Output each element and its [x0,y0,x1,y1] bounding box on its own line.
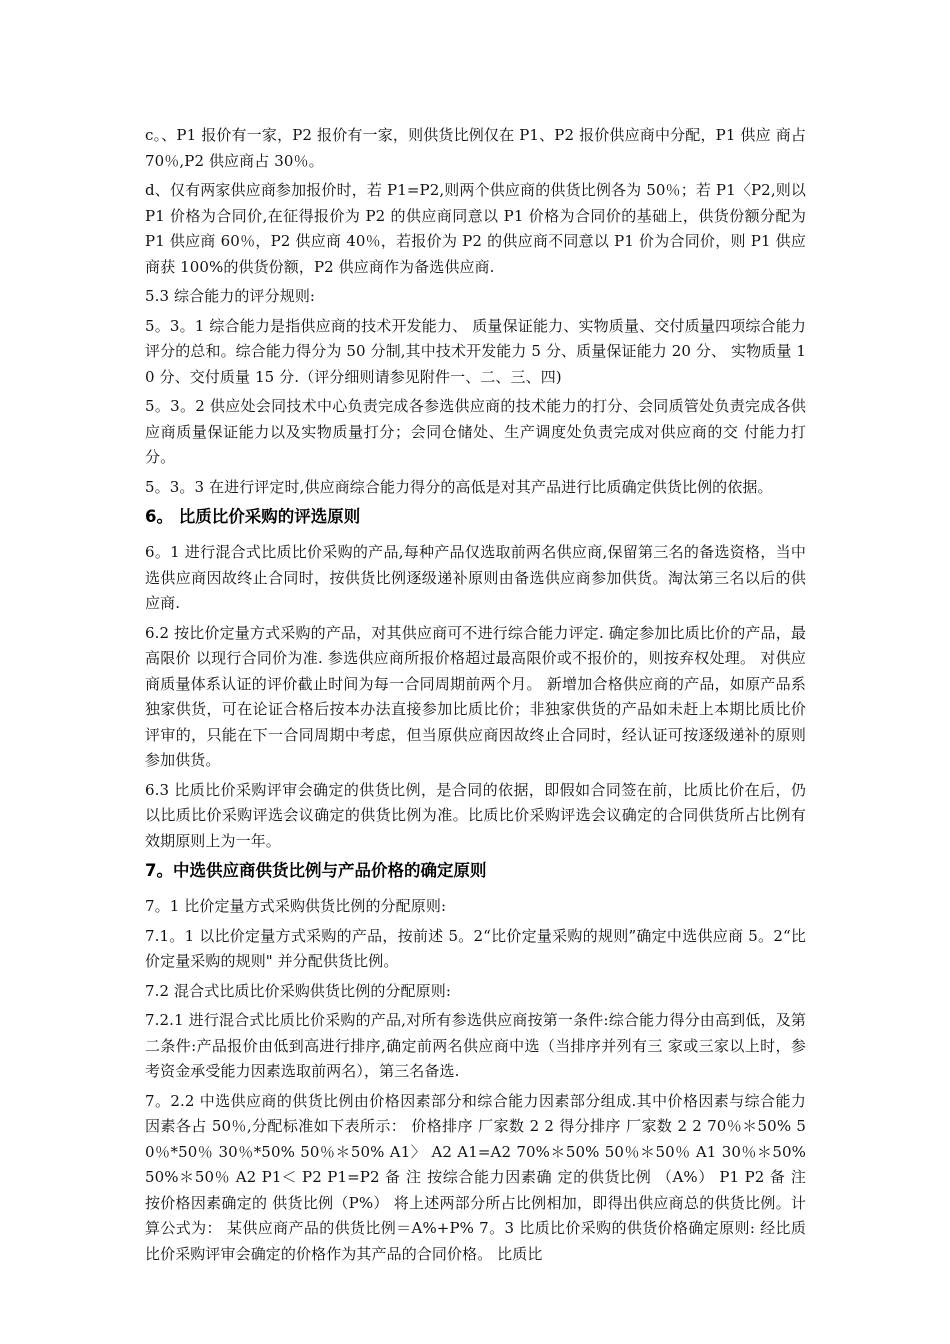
para-7-2-2: 7。2.2 中选供应商的供货比例由价格因素部分和综合能力因素部分组成.其中价格因素与综合能力因素各占 50％,分配标准如下表所示： 价格排序 厂家数 2 2 得分排序 厂家数 2 2 70％＊50% 50％*50％ 30％*50% 50％＊50% A1〉 A2 A1=A2 70%＊50% 50％＊50％ A1 30％＊50% 50%＊50％ A2 P1＜ P2 P1=P2 备 注 按综合能力因素确 定的供货比例 （A%） P1 P2 备 注 按价格因素确定的 供货比例（P%） 将上述两部分所占比例相加，即得出供应商总的供货比例。计算公式为： 某供应商产品的供货比例＝A%+P% 7。3 比质比价采购的供货价格确定原则: 经比质比价采购评审会确定的价格作为其产品的合同价格。 比质比 [145,1091,806,1263]
para-5-3-1: 5。3。1 综合能力是指供应商的技术开发能力、 质量保证能力、实物质量、交付质量四项综合能力评分的总和。综合能力得分为 50 分制,其中技术开发能力 5 分、质量保证能力 20 分、 实物质量 10 分、交付质量 15 分.（评分细则请参见附件一、二、三、四) [145,316,806,386]
para-7-1: 7。1 比价定量方式采购供货比例的分配原则: [145,897,447,915]
para-6-3: 6.3 比质比价采购评审会确定的供货比例，是合同的依据，即假如合同签在前，比质比价在后，仍以比质比价采购评选会议确定的供货比例为准。比质比价采购评选会议确定的合同供货所占比例有效期原则上为一年。 [145,780,806,850]
para-5-3-2: 5。3。2 供应处会同技术中心负责完成各参选供应商的技术能力的打分、会同质管处负责完成各供应商质量保证能力以及实物质量打分；会同仓储处、生产调度处负责完成对供应商的交 付能力打分。 [145,397,806,466]
para-7-2: 7.2 混合式比质比价采购供货比例的分配原则: [145,981,451,1000]
para-6-2: 6.2 按比价定量方式采购的产品，对其供应商可不进行综合能力评定. 确定参加比质比价的产品，最高限价 以现行合同价为准. 参选供应商所报价格超过最高限价或不报价的，则按弃权处理。 对供应商质量体系认证的评价截止时间为每一合同周期前两个月。 新增加合格供应商的产品，如原产品系独家供货，可在论证合格后按本办法直接参加比质比价；非独家供货的产品如未赶上本期比质比价评审的，只能在下一合同周期中考虑，但当原供应商因故终止合同时，经认证可按逐级递补的原则参加供货。 [145,623,806,769]
para-5-3: 5.3 综合能力的评分规则: [145,287,316,305]
document-body [145,123,806,1271]
heading-section-6: 6。 比质比价采购的评选原则 [145,507,361,526]
para-5-2-d: d、仅有两家供应商参加报价时，若 P1=P2,则两个供应商的供货比例各为 50％；若 P1〈P2,则以 P1 价格为合同价,在征得报价为 P2 的供应商同意以 P1 价格为合同价的基础上，供货份额分配为 P1 供应商 60％，P2 供应商 40％，若报价为 P2 的供应商不同意以 P1 价为合同价，则 P1 供应商获 100%的供货份额，P2 供应商作为备选供应商. [145,181,806,276]
para-5-3-3: 5。3。3 在进行评定时,供应商综合能力得分的高低是对其产品进行比质确定供货比例的依据。 [145,477,773,496]
para-6-1: 6。1 进行混合式比质比价采购的产品,每种产品仅选取前两名供应商,保留第三名的备选资格，当中选供应商因故终止合同时，按供货比例逐级递补原则由备选供应商参加供货。淘汰第三名以后的供应商. [145,543,806,612]
heading-section-7: 7。中选供应商供货比例与产品价格的确定原则 [145,861,487,880]
para-7-1-1: 7.1。1 以比价定量方式采购的产品，按前述 5。2“比价定量采购的规则”确定中选供应商 5。2“比价定量采购的规则" 并分配供货比例。 [145,926,806,970]
para-7-2-1: 7.2.1 进行混合式比质比价采购的产品,对所有参选供应商按第一条件:综合能力得分由高到低，及第二条件:产品报价由低到高进行排序,确定前两名供应商中选（当排序并列有三 家或三家以上时，参考资金承受能力因素选取前两名），第三名备选. [145,1011,806,1080]
para-5-2-c: c。、P1 报价有一家，P2 报价有一家，则供货比例仅在 P1、P2 报价供应商中分配，P1 供应 商占 70％,P2 供应商占 30％。 [145,126,806,170]
